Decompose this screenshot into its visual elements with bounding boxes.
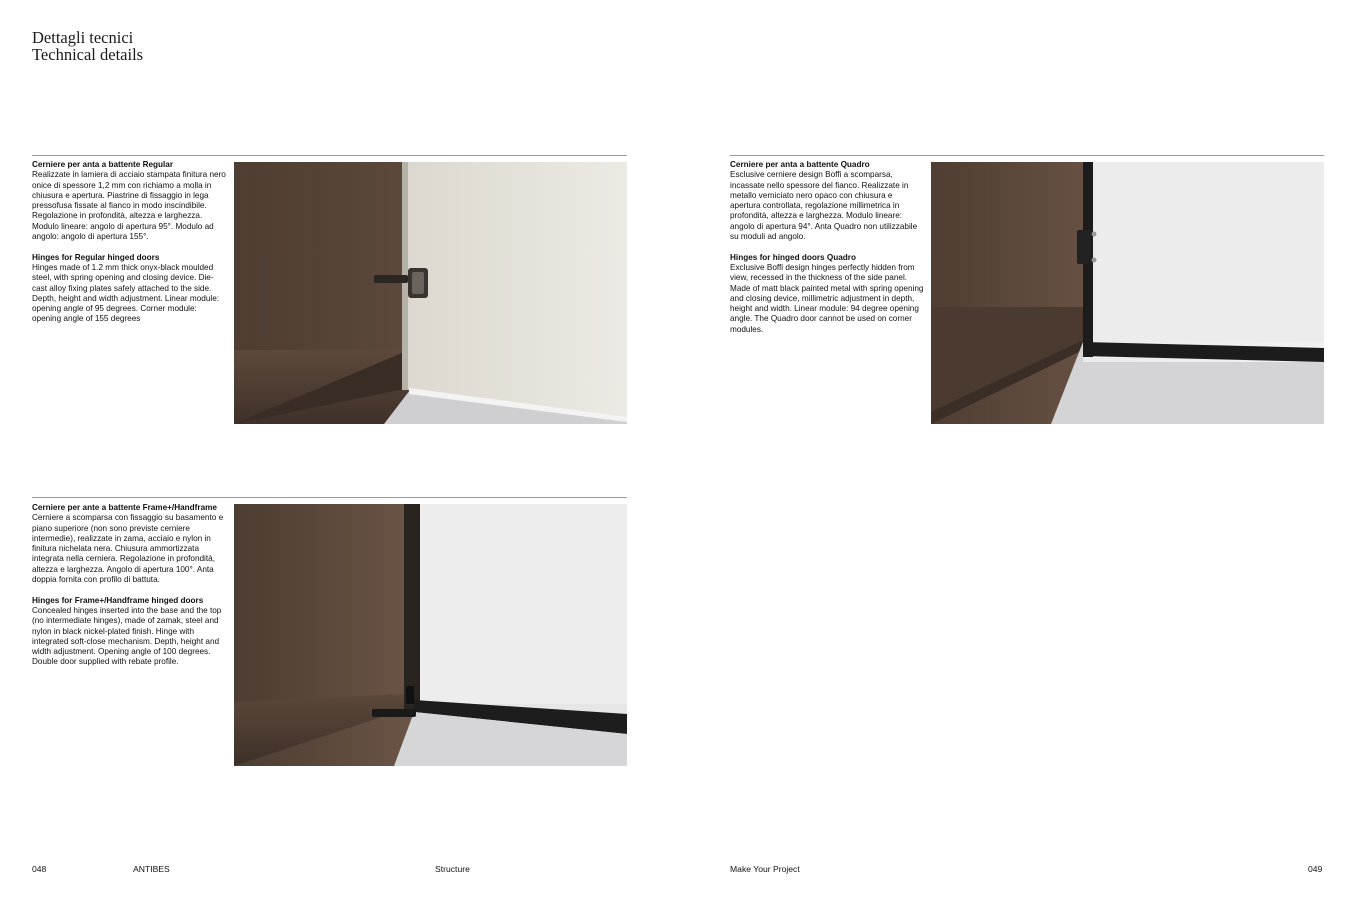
section-divider: [32, 155, 627, 156]
quadro-body-en: Exclusive Boffi design hinges perfectly hidden from view, recessed in the thickness of the side panel. Made of matt black painted metal with spring opening and closing device, millimetric adjustment in depth, height and width. Linear module: 94 degree opening angle. The Quadro door cannot be used on corner modules.: [730, 262, 924, 334]
frame-hinge-description: [32, 503, 227, 668]
quadro-body-it: Esclusive cerniere design Boffi a scomparsa, incassate nello spessore del fianco. Realizzate in metallo verniciato nero opaco con chiusura e apertura controllata, regolazione millimetrica in profondità, altezza e larghezza. Modulo lineare: angolo di apertura 94°. Anta Quadro non utilizzabile su moduli ad angolo.: [730, 170, 918, 242]
quadro-hinge-photo: [931, 162, 1324, 424]
frame-heading-it: Cerniere per ante a battente Frame+/Handframe: [32, 503, 217, 512]
regular-hinge-description: [32, 160, 227, 325]
quadro-heading-it: Cerniere per anta a battente Quadro: [730, 160, 870, 169]
frame-body-en: Concealed hinges inserted into the base and the top (no intermediate hinges), made of zamak, steel and nylon in black nickel-plated finish. Hinge with integrated soft-close mechanism. Depth, height and width adjustment. Opening angle of 100 degrees. Double door supplied with rebate profile.: [32, 605, 222, 667]
title-english: Technical details: [32, 45, 144, 64]
section-divider: [730, 155, 1324, 156]
regular-hinge-photo: [234, 162, 627, 424]
footer-chapter: Make Your Project: [730, 864, 800, 874]
section-divider: [32, 497, 627, 498]
regular-heading-it: Cerniere per anta a battente Regular: [32, 160, 174, 169]
page-number-left: 048: [32, 864, 47, 874]
frame-body-it: Cerniere a scomparsa con fissaggio su basamento e piano superiore (non sono previste cerniere intermedie), realizzate in zama, acciaio e nylon in finitura nichelata nera. Chiusura ammortizzata integrata nella cerniera. Regolazione in profondità, altezza e larghezza. Angolo di apertura 100°. Anta doppia fornita con profilo di battuta.: [32, 513, 224, 585]
footer-section: Structure: [435, 864, 470, 874]
frame-hinge-photo: [234, 504, 627, 766]
page-number-right: 049: [1308, 864, 1323, 874]
regular-heading-en: Hinges for Regular hinged doors: [32, 252, 160, 262]
regular-body-it: Realizzate in lamiera di acciaio stampata finitura nero onice di spessore 1,2 mm con richiamo a molla in chiusura e apertura. Piastrine di fissaggio in lega pressofusa fissate al fianco in modo inscindibile. Regolazione in profondità, altezza e larghezza. Modulo lineare: angolo di apertura 95°. Modulo ad angolo: angolo di apertura 155°.: [32, 170, 226, 242]
footer-brand: ANTIBES: [133, 864, 170, 874]
frame-heading-en: Hinges for Frame+/Handframe hinged doors: [32, 595, 204, 605]
quadro-heading-en: Hinges for hinged doors Quadro: [730, 252, 856, 262]
page-title: [32, 29, 143, 63]
title-italian: Dettagli tecnici: [32, 28, 134, 47]
quadro-hinge-description: [730, 160, 925, 335]
regular-body-en: Hinges made of 1.2 mm thick onyx-black moulded steel, with spring opening and closing device. Die-cast alloy fixing plates safely attached to the side. Depth, height and width adjustment. Linear module: opening angle of 95 degrees. Corner module: opening angle of 155 degrees: [32, 262, 220, 324]
